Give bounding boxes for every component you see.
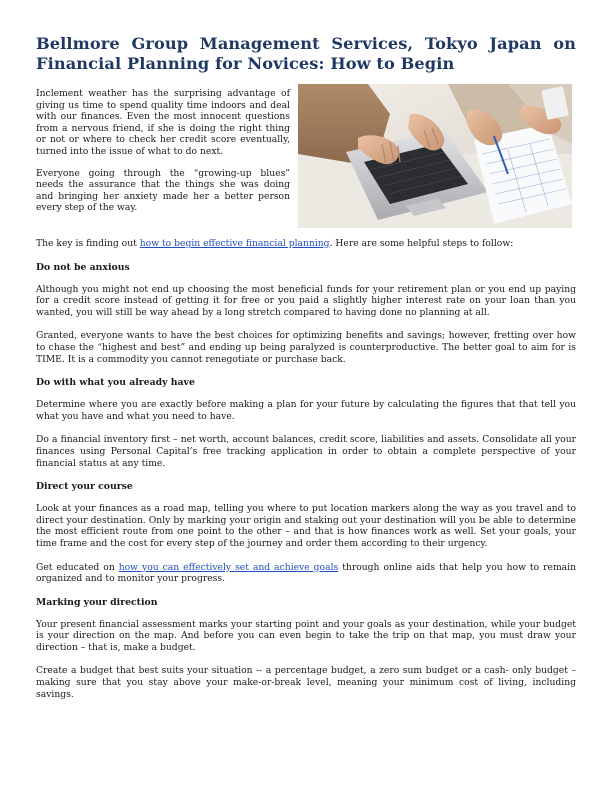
section-heading-do-not-be-anxious: Do not be anxious [36, 261, 130, 273]
section-3-text-before: Get educated on [36, 561, 119, 573]
section-4-paragraph-1: Your present financial assessment marks your starting point and your goals as your destination, while your budget is your direction on the map. And before you can even begin to take the trip on that map, you must draw your direction – that is, make a budget. [36, 618, 576, 653]
section-1-paragraph-2: Granted, everyone wants to have the best choices for optimizing benefits and savings; however, fretting over how to chase the “highest and best” and ending up being paralyzed is counterproductive. The better goal to aim for is TIME. It is a commodity you cannot renegotiate or purchase back. [36, 330, 576, 365]
section-2-paragraph-1: Determine where you are exactly before making a plan for your future by calculating the figures that that tell you what you have and what you need to have. [36, 399, 576, 422]
key-paragraph [36, 238, 576, 250]
key-text-before: The key is finding out [36, 238, 140, 249]
section-1-paragraph-1: Although you might not end up choosing the most beneficial funds for your retirement plan or you end up paying for a credit score instead of getting it for free or you paid a slightly higher interest rate on your loan than you wanted, you will still be way ahead by a long stretch compared to having done no planning at all. [36, 283, 576, 318]
intro-paragraph-1: Inclement weather has the surprising advantage of giving us time to spend quality time indoors and deal with our finances. Even the most innocent questions from a nervous friend, if she is doing the right thing or not or where to check her credit score eventually, turned into the issue of what to do next. [36, 88, 290, 157]
intro-block [36, 88, 576, 238]
section-3-paragraph-1: Look at your finances as a road map, telling you where to put location markers along the way as you travel and to direct your destination. Only by marking your origin and staking out your destination will you be able to determine the most efficient route from one point to the other – and that is how finances work as well. Set your goals, your time frame and the cost for every step of the journey and order them according to their urgency. [36, 503, 576, 549]
section-heading-marking-your-direction: Marking your direction [36, 596, 158, 608]
section-4-paragraph-2: Create a budget that best suits your situation -- a percentage budget, a zero sum budget or a cash- only budget – making sure that you stay above your make-or-break level, meaning your minimum cost of living, including savings. [36, 665, 576, 700]
key-text-after: . Here are some helpful steps to follow: [329, 238, 514, 249]
set-achieve-goals-link[interactable]: how you can effectively set and achieve goals [118, 561, 339, 573]
section-3-text-after: through online aids that help you how to remain organized and to monitor your progress. [36, 561, 576, 585]
section-2-paragraph-2: Do a financial inventory first – net worth, account balances, credit score, liabilities and assets. Consolidate all your finances using Personal Capital’s free tracking application in order to obtain a complete perspective of your financial status at any time. [36, 434, 576, 469]
section-3-paragraph-2 [36, 562, 576, 585]
page-title: Bellmore Group Management Services, Tokyo Japan on Financial Planning for Novices: How to Begin [36, 34, 576, 73]
section-heading-direct-your-course: Direct your course [36, 481, 133, 493]
hands-laptop-photo [298, 84, 572, 228]
section-heading-do-with-what-you-have: Do with what you already have [36, 377, 195, 389]
intro-text-column [36, 88, 290, 224]
intro-paragraph-2: Everyone going through the “growing-up blues” needs the assurance that the things she was doing and bringing her anxiety made her a better person every step of the way. [36, 167, 290, 214]
financial-planning-link[interactable]: how to begin effective financial planning [139, 238, 330, 249]
